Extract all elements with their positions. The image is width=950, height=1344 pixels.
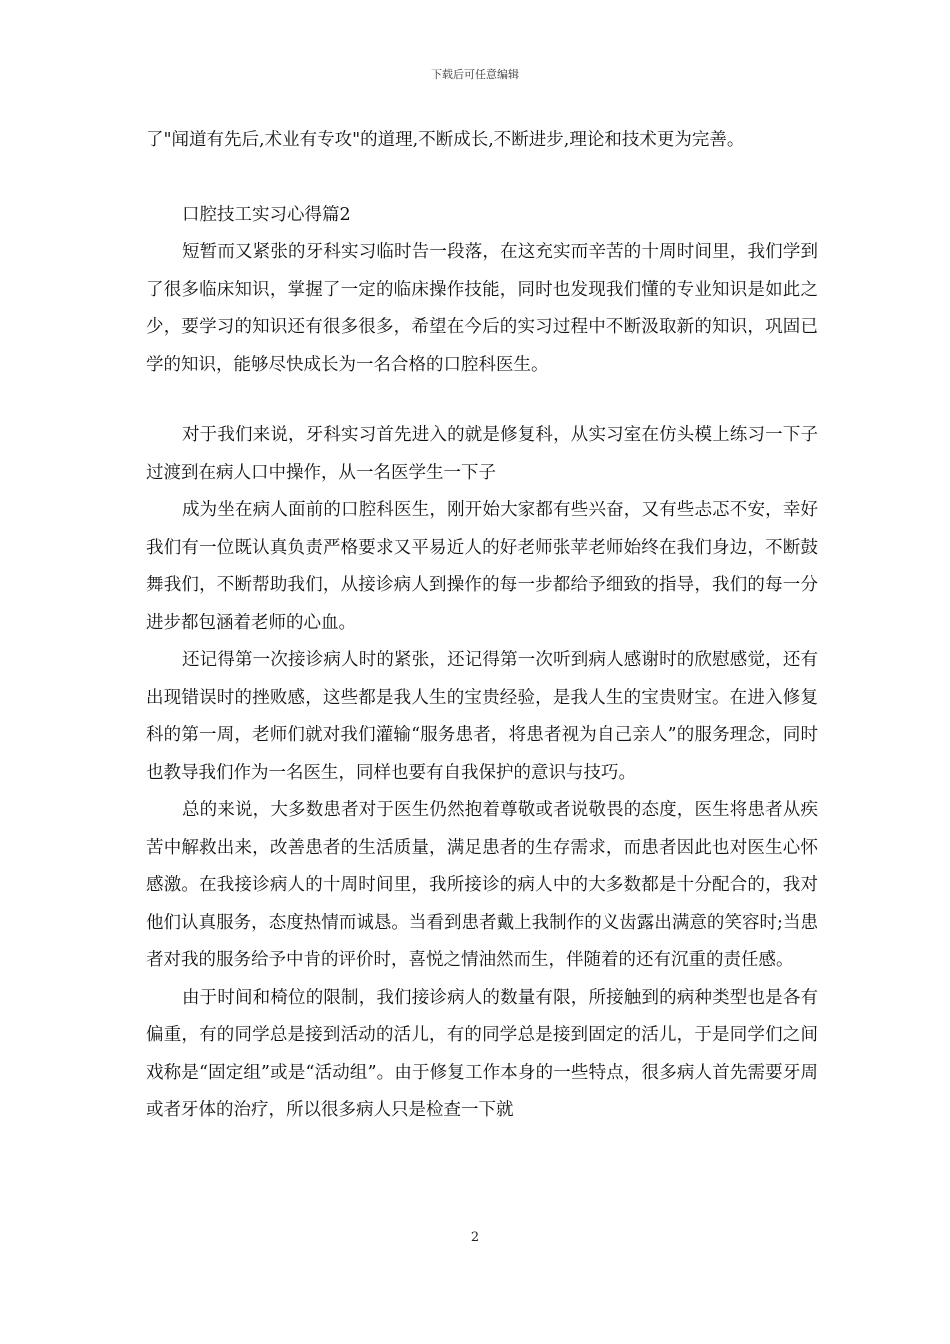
paragraph: 成为坐在病人面前的口腔科医生，刚开始大家都有些兴奋，又有些忐忑不安，幸好我们有一位既认真负责严格要求又平易近人的好老师张苹老师始终在我们身边，不断鼓舞我们，不断帮助我们，从接诊病人到操作的每一步都给予细致的指导，我们的每一分进步都包涵着老师的心血。 xyxy=(146,500,818,633)
download-note-header: 下载后可任意编辑 xyxy=(431,68,519,81)
paragraph-continuation: 了"闻道有先后,术业有专攻"的道理,不断成长,不断进步,理论和技术更为完善。 xyxy=(146,130,745,150)
section-heading: 口腔技工实习心得篇2 xyxy=(182,204,351,225)
paragraph: 还记得第一次接诊病人时的紧张，还记得第一次听到病人感谢时的欣慰感觉，还有出现错误时的挫败感，这些都是我人生的宝贵经验，是我人生的宝贵财宝。在进入修复科的第一周，老师们就对我们灌输“服务患者，将患者视为自己亲人”的服务理念，同时也教导我们作为一名医生，同样也要有自我保护的意识与技巧。 xyxy=(146,650,818,783)
paragraph: 总的来说，大多数患者对于医生仍然抱着尊敬或者说敬畏的态度，医生将患者从疾苦中解救出来，改善患者的生活质量，满足患者的生存需求，而患者因此也对医生心怀感激。在我接诊病人的十周时间里，我所接诊的病人中的大多数都是十分配合的，我对他们认真服务，态度热情而诚恳。当看到患者戴上我制作的义齿露出满意的笑容时;当患者对我的服务给予中肯的评价时，喜悦之情油然而生，伴随着的还有沉重的责任感。 xyxy=(146,800,818,970)
document-body xyxy=(146,122,818,1130)
paragraph: 由于时间和椅位的限制，我们接诊病人的数量有限，所接触到的病种类型也是各有偏重，有的同学总是接到活动的活儿，有的同学总是接到固定的活儿，于是同学们之间戏称是“固定组”或是“活动组”。由于修复工作本身的一些特点，很多病人首先需要牙周或者牙体的治疗，所以很多病人只是检查一下就 xyxy=(146,987,818,1120)
page-number: 2 xyxy=(470,1230,480,1245)
paragraph: 短暂而又紧张的牙科实习临时告一段落，在这充实而辛苦的十周时间里，我们学到了很多临床知识，掌握了一定的临床操作技能，同时也发现我们懂的专业知识是如此之少，要学习的知识还有很多很多，希望在今后的实习过程中不断汲取新的知识，巩固已学的知识，能够尽快成长为一名合格的口腔科医生。 xyxy=(146,242,818,375)
paragraph: 对于我们来说，牙科实习首先进入的就是修复科，从实习室在仿头模上练习一下子过渡到在病人口中操作，从一名医学生一下子 xyxy=(146,425,818,483)
